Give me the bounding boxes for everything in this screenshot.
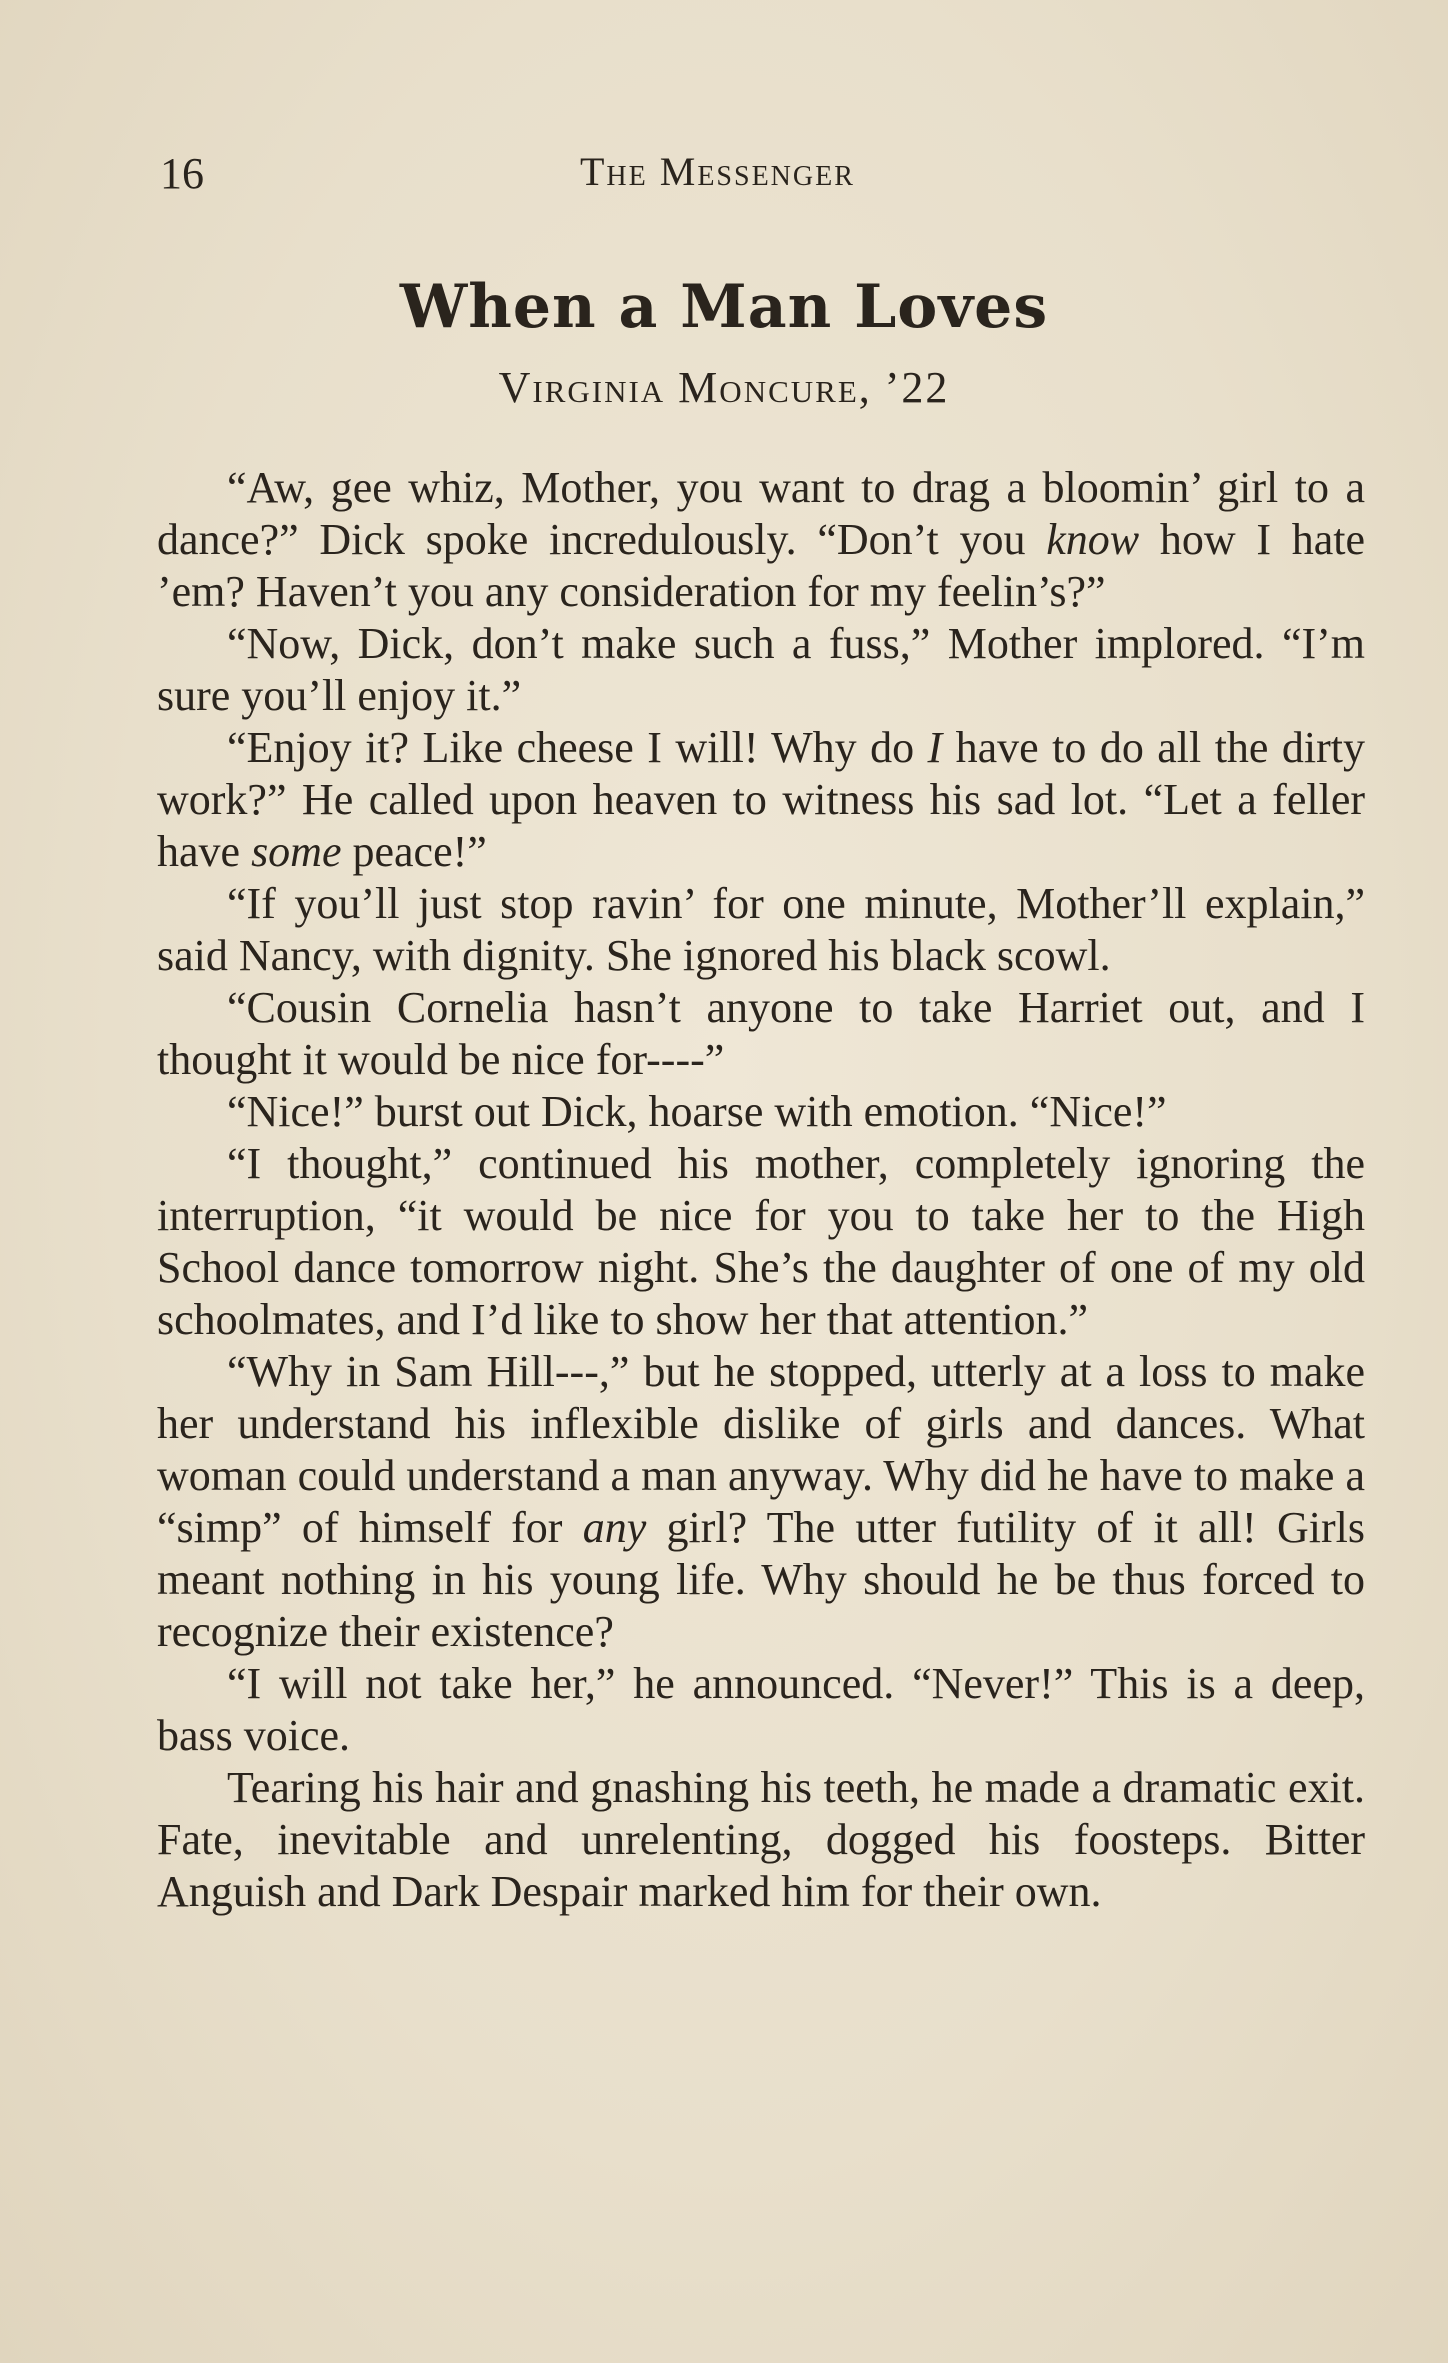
paragraph — [157, 1086, 1365, 1138]
emphasis-text: know — [1046, 515, 1140, 564]
article-body — [157, 462, 1365, 1918]
text-run: “I will not take her,” he announced. “Never!” This is a deep, bass voice. — [157, 1659, 1365, 1760]
paragraph — [157, 982, 1365, 1086]
text-run: peace!” — [341, 827, 487, 876]
emphasis-text: any — [582, 1503, 647, 1552]
emphasis-text: I — [927, 723, 943, 772]
text-run: “Aw, gee whiz, Mother, you want to drag a bloomin’ girl to a dance?” Dick spoke incredulously. “Don’t you — [157, 463, 1365, 564]
paragraph — [157, 462, 1365, 618]
text-run: “If you’ll just stop ravin’ for one minute, Mother’ll explain,” said Nancy, with dignity. She ignored his black scowl. — [157, 879, 1365, 980]
paragraph — [157, 1346, 1365, 1658]
text-run: how I hate ’em? Haven’t you any consideration for my feelin’s?” — [157, 515, 1365, 616]
page-number: 16 — [160, 149, 204, 198]
text-run: “Nice!” burst out Dick, hoarse with emotion. “Nice!” — [227, 1087, 1167, 1136]
paragraph — [157, 1762, 1365, 1918]
paragraph — [157, 618, 1365, 722]
article-author: Virginia Moncure, ’22 — [498, 363, 950, 412]
paragraph — [157, 722, 1365, 878]
text-run: “Enjoy it? Like cheese I will! Why do — [227, 723, 928, 772]
running-title: The Messenger — [580, 149, 855, 194]
text-run: “Cousin Cornelia hasn’t anyone to take Harriet out, and I thought it would be nice for----” — [157, 983, 1365, 1084]
emphasis-text: some — [251, 827, 342, 876]
paragraph — [157, 878, 1365, 982]
text-run: “Now, Dick, don’t make such a fuss,” Mother implored. “I’m sure you’ll enjoy it.” — [157, 619, 1365, 720]
paragraph — [157, 1658, 1365, 1762]
text-run: have to do all the dirty work?” He called upon heaven to witness his sad lot. “Let a feller have — [157, 723, 1365, 876]
text-run: “I thought,” continued his mother, completely ignoring the interruption, “it would be nice for you to take her to the High School dance tomorrow night. She’s the daughter of one of my old schoolmates, and I’d like to show her that attention.” — [157, 1139, 1365, 1344]
page-header — [160, 148, 1370, 208]
text-run: “Why in Sam Hill---,” but he stopped, utterly at a loss to make her understand his inflexible dislike of girls and dances. What woman could understand a man anyway. Why did he have to make a “simp” of himself for — [157, 1347, 1365, 1552]
article-title: When a Man Loves — [399, 272, 1049, 342]
text-run: girl? The utter futility of it all! Girls meant nothing in his young life. Why should he be thus forced to recognize their existence? — [157, 1503, 1365, 1656]
paragraph — [157, 1138, 1365, 1346]
text-run: Tearing his hair and gnashing his teeth, he made a dramatic exit. Fate, inevitable and unrelenting, dogged his foosteps. Bitter Anguish and Dark Despair marked him for their own. — [157, 1763, 1365, 1916]
